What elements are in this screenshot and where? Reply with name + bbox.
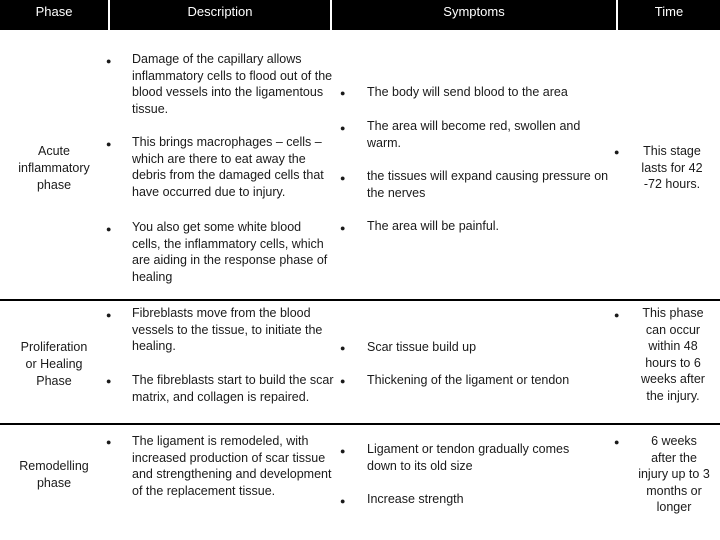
table-header <box>0 0 720 30</box>
header-description: Description <box>110 0 330 30</box>
phase-label-line: Phase <box>36 374 72 388</box>
bullet-icon: ● <box>106 376 112 386</box>
bullet-icon: ● <box>340 446 346 456</box>
bullet-icon: ● <box>340 173 346 183</box>
bullet-icon: ● <box>106 224 112 234</box>
phase-cell-proliferation <box>0 339 108 390</box>
phase-label-line: or Healing <box>25 357 83 371</box>
row-divider <box>0 423 720 425</box>
bullet-icon: ● <box>340 343 346 353</box>
bullet-icon: ● <box>106 139 112 149</box>
bullet-icon: ● <box>340 376 346 386</box>
phase-label-line: Acute <box>38 144 70 158</box>
header-time: Time <box>618 0 720 30</box>
description-item: You also get some white blood cells, the inflammatory cells, which are aiding in the response phase of healing <box>132 220 328 284</box>
bullet-icon: ● <box>340 223 346 233</box>
time-cell: This stage lasts for 42 -72 hours. <box>641 144 703 192</box>
time-cell: 6 weeks after the injury up to 3 months or longer <box>638 434 710 515</box>
symptom-item: Increase strength <box>367 492 464 506</box>
phase-cell-remodelling <box>0 458 108 492</box>
bullet-icon: ● <box>340 88 346 98</box>
symptom-item: The area will be painful. <box>367 219 500 233</box>
symptom-item: The body will send blood to the area <box>367 85 568 99</box>
phase-label-line: phase <box>36 178 72 192</box>
bullet-icon: ● <box>106 437 112 447</box>
phase-label-line: Proliferation <box>20 340 88 354</box>
description-item: The ligament is remodeled, with increased production of scar tissue and strengthening and development of the replacement tissue. <box>132 434 332 498</box>
description-item: Fibreblasts move from the blood vessels to the tissue, to initiate the healing. <box>132 306 323 354</box>
phase-label-line: inflammatory <box>18 161 90 175</box>
symptom-item: the tissues will expand causing pressure on the nerves <box>367 169 609 200</box>
bullet-icon: ● <box>614 437 620 447</box>
bullet-icon: ● <box>106 310 112 320</box>
row-divider <box>0 299 720 301</box>
bullet-icon: ● <box>614 310 620 320</box>
bullet-icon: ● <box>106 56 112 66</box>
phase-cell-acute <box>0 143 108 194</box>
symptom-item: Ligament or tendon gradually comes down to its old size <box>367 442 570 473</box>
phase-label-line: Remodelling <box>19 459 89 473</box>
bullet-icon: ● <box>614 147 620 157</box>
bullet-icon: ● <box>340 123 346 133</box>
symptom-item: The area will become red, swollen and warm. <box>367 119 581 150</box>
description-item: The fibreblasts start to build the scar matrix, and collagen is repaired. <box>132 373 334 404</box>
header-symptoms: Symptoms <box>332 0 616 30</box>
bullet-icon: ● <box>340 496 346 506</box>
description-item: This brings macrophages – cells – which are there to eat away the debris from the damaged cells that have occurred due to injury. <box>132 135 324 199</box>
time-cell: This phase can occur within 48 hours to 6 weeks after the injury. <box>641 306 705 403</box>
symptom-item: Scar tissue build up <box>367 340 477 354</box>
header-phase: Phase <box>0 0 108 30</box>
description-item: Damage of the capillary allows inflammatory cells to flood out of the blood vessels into the ligamentous tissue. <box>132 52 333 116</box>
symptom-item: Thickening of the ligament or tendon <box>367 373 570 387</box>
phase-label-line: phase <box>36 476 72 490</box>
